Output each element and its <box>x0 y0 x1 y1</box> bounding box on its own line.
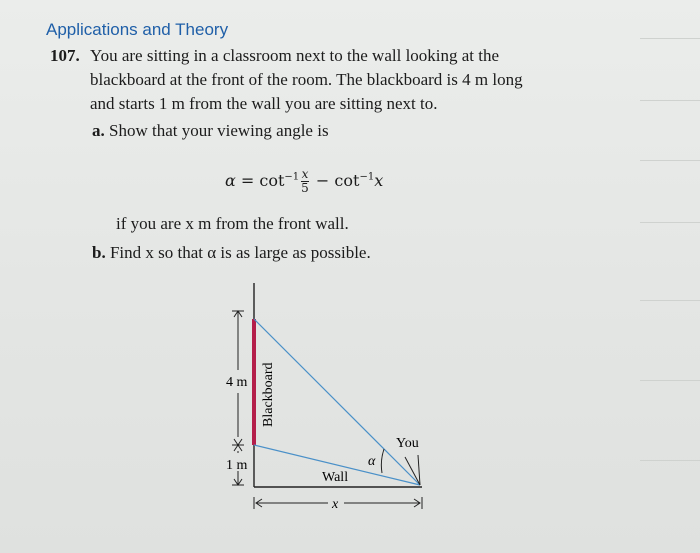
part-b-text: Find x so that α is as large as possible. <box>109 243 371 262</box>
background-rule <box>640 300 700 301</box>
background-rule <box>640 460 700 461</box>
section-title: Applications and Theory <box>46 20 229 39</box>
label-4m: 4 m <box>226 375 248 390</box>
formula-variable: x <box>374 171 384 190</box>
viewer-line-2 <box>418 455 420 485</box>
label-wall: Wall <box>322 470 349 485</box>
part-a-label: a. <box>92 121 105 140</box>
background-rule <box>640 222 700 223</box>
part-a <box>92 121 329 141</box>
formula-inverse-2: −1 <box>359 171 375 183</box>
problem-number: 107. <box>50 46 80 65</box>
part-b-label: b. <box>92 243 106 262</box>
formula-minus: − <box>315 171 330 190</box>
background-rule <box>640 380 700 381</box>
label-x: x <box>332 497 339 512</box>
problem-text-line: You are sitting in a classroom next to the wall looking at the <box>90 46 500 65</box>
part-a-condition: if you are x m from the front wall. <box>116 214 349 233</box>
viewing-angle-formula <box>225 168 383 195</box>
problem-text-line: and starts 1 m from the wall you are sitting next to. <box>90 94 438 113</box>
label-1m: 1 m <box>226 458 248 473</box>
formula-lhs: α = <box>225 171 255 190</box>
part-b <box>92 243 371 263</box>
fraction-numerator: x <box>301 167 309 181</box>
label-you: You <box>396 436 419 451</box>
formula-fraction <box>301 168 309 195</box>
angle-arc <box>381 449 384 473</box>
formula-cot-2: cot <box>334 171 360 190</box>
label-alpha: α <box>368 454 376 469</box>
sightline-top <box>254 319 420 485</box>
formula-cot-1: cot <box>259 171 285 190</box>
background-rule <box>640 160 700 161</box>
background-rule <box>640 38 700 39</box>
formula-inverse-1: −1 <box>284 171 300 183</box>
viewer-line-1 <box>405 457 420 485</box>
classroom-diagram <box>210 275 450 525</box>
label-blackboard: Blackboard <box>261 362 276 427</box>
fraction-denominator: 5 <box>301 181 309 195</box>
problem-text-line: blackboard at the front of the room. The blackboard is 4 m long <box>90 70 523 89</box>
part-a-text: Show that your viewing angle is <box>109 121 329 140</box>
background-rule <box>640 100 700 101</box>
